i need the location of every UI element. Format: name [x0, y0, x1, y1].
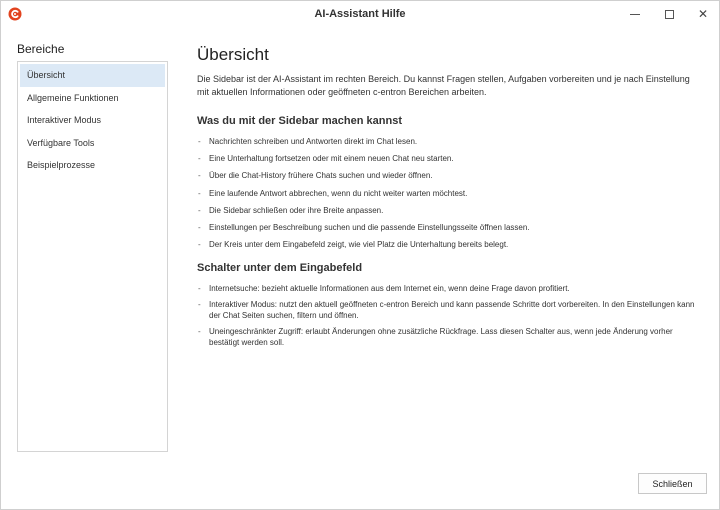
sidebar-features-list: [197, 136, 702, 250]
list-item: - Internetsuche: bezieht aktuelle Informationen aus dem Internet ein, wenn deine Frage davon profitiert.: [197, 283, 702, 294]
title-bar: [1, 1, 719, 27]
close-window-button[interactable]: [683, 1, 720, 27]
close-icon: ✕: [697, 7, 709, 21]
close-button[interactable]: Schließen: [638, 473, 707, 494]
list-item: - Interaktiver Modus: nutzt den aktuell geöffneten c-entron Bereich und kann passende Schritte dort vorbereiten. In den Einstellungen kann der Chat Seiten suchen, filtern und öffnen.: [197, 299, 702, 321]
sidebar-item-beispielprozesse[interactable]: Beispielprozesse: [27, 160, 96, 170]
sidebar-item-interaktiver-modus[interactable]: Interaktiver Modus: [27, 115, 102, 125]
minimize-icon: [630, 14, 640, 15]
window-title: AI-Assistant Hilfe: [314, 8, 406, 20]
intro-text: Die Sidebar ist der AI-Assistant im rechten Bereich. Du kannst Fragen stellen, Aufgaben vorbereiten und je nach Einstellung mit aktuellen Informationen oder geöffneten c-entron Bereichen arbeiten.: [197, 74, 690, 97]
list-item: - Eine Unterhaltung fortsetzen oder mit einem neuen Chat neu starten.: [197, 153, 702, 164]
list-item: - Der Kreis unter dem Eingabefeld zeigt, wie viel Platz die Unterhaltung bereits belegt.: [197, 239, 702, 250]
sidebar-item-verfuegbare-tools[interactable]: Verfügbare Tools: [27, 137, 95, 148]
list-item: - Eine laufende Antwort abbrechen, wenn du nicht weiter warten möchtest.: [197, 188, 702, 199]
input-switches-list: [197, 283, 702, 348]
list-item: - Einstellungen per Beschreibung suchen und die passende Einstellungsseite öffnen lassen.: [197, 222, 702, 233]
sidebar-heading: Bereiche: [17, 42, 65, 56]
section-title-input-switches: Schalter unter dem Eingabefeld: [197, 262, 363, 275]
maximize-icon: [665, 10, 674, 19]
section-title-sidebar-features: Was du mit der Sidebar machen kannst: [197, 115, 402, 127]
list-item: - Nachrichten schreiben und Antworten direkt im Chat lesen.: [197, 136, 702, 147]
page-title: Übersicht: [197, 45, 269, 64]
sidebar-item-allgemeine-funktionen[interactable]: Allgemeine Funktionen: [27, 92, 119, 103]
list-item: - Uneingeschränkter Zugriff: erlaubt Änderungen ohne zusätzliche Rückfrage. Lass diesen Schalter aus, wenn jede Änderung vorher bestätigt werden soll.: [197, 326, 702, 348]
list-item: - Die Sidebar schließen oder ihre Breite anpassen.: [197, 205, 702, 216]
sidebar-nav: [17, 61, 168, 452]
list-item: - Über die Chat-History frühere Chats suchen und wieder öffnen.: [197, 170, 702, 181]
sidebar-item-uebersicht[interactable]: Übersicht: [20, 64, 165, 87]
main-content: [197, 45, 702, 360]
